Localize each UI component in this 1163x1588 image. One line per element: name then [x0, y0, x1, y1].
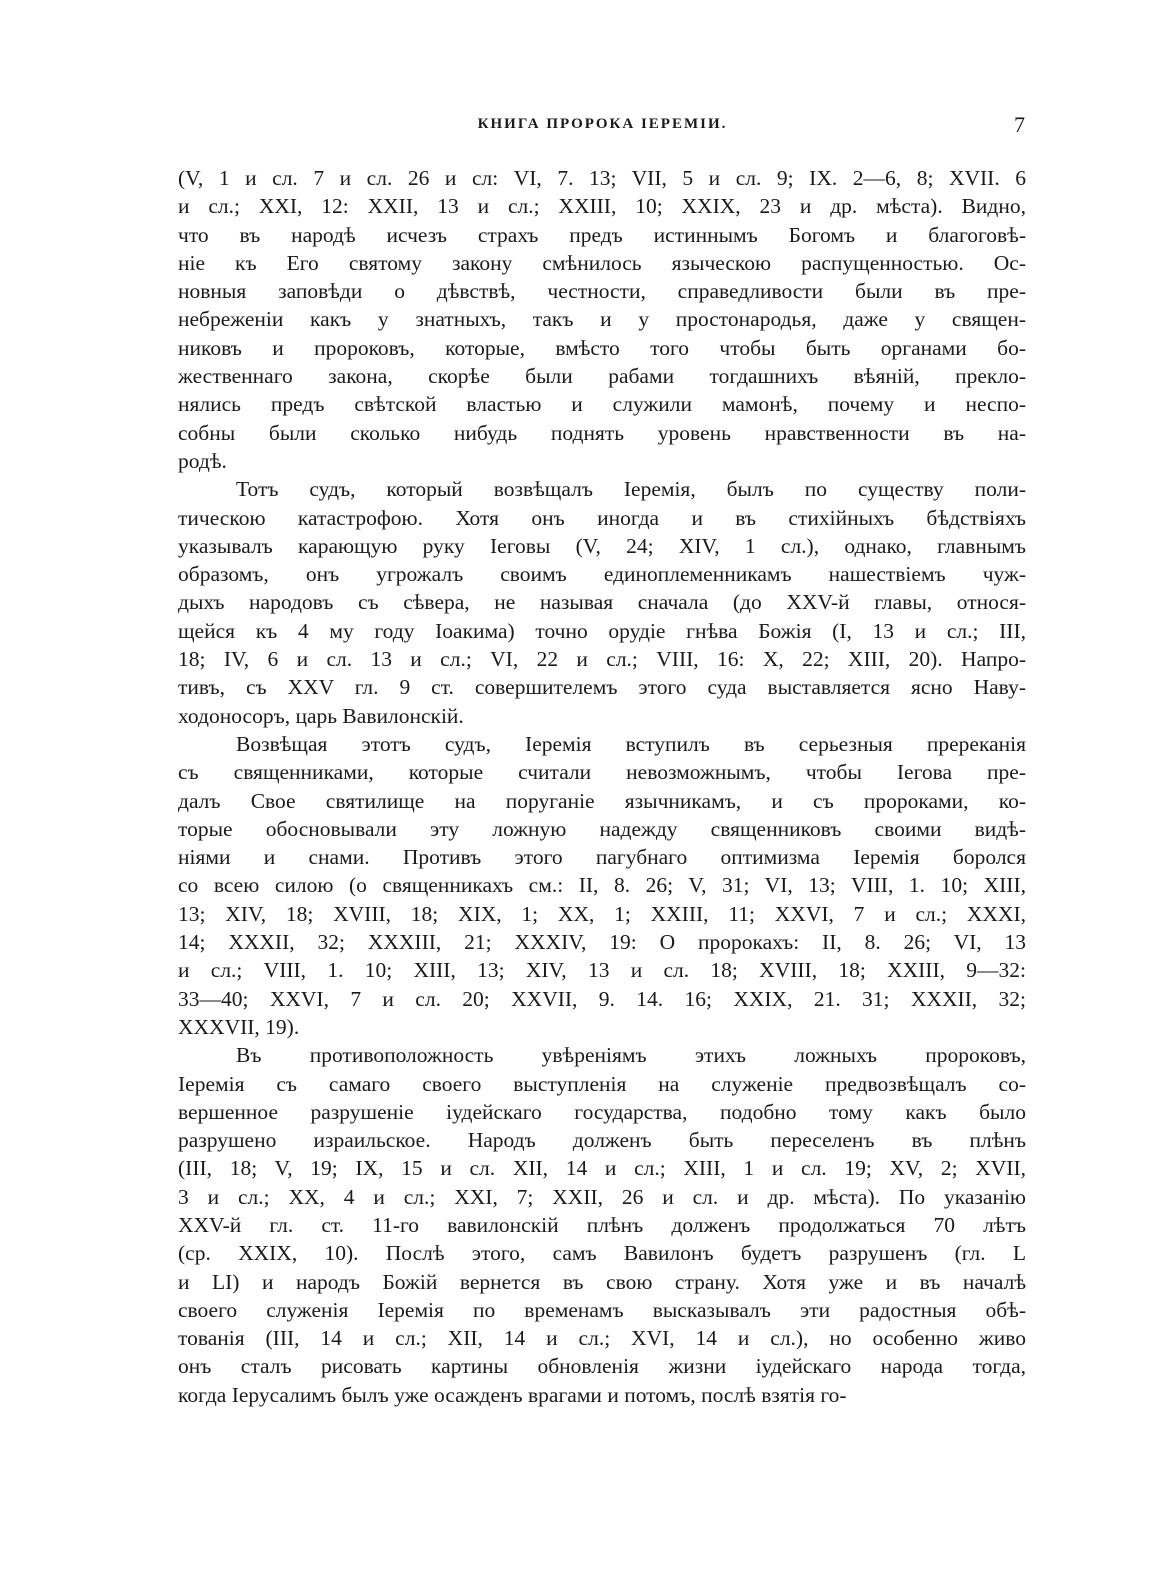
text-line: своего служенія Іеремія по временамъ высказывалъ эти радостныя обѣ- — [178, 1297, 1026, 1322]
text-line: и сл.; VIII, 1. 10; XIII, 13; XIV, 13 и сл. 18; XVIII, 18; XXIII, 9—32: — [178, 958, 1026, 983]
running-head — [180, 112, 1025, 140]
text-line: щейся къ 4 му году Іоакима) точно орудіе гнѣва Божія (I, 13 и сл.; III, — [178, 618, 1026, 643]
text-line: 18; IV, 6 и сл. 13 и сл.; VI, 22 и сл.; VIII, 16: X, 22; XIII, 20). Напро- — [178, 647, 1026, 672]
paragraph — [178, 730, 1026, 1041]
text-line: 3 и сл.; XX, 4 и сл.; XXI, 7; XXII, 26 и сл. и др. мѣста). По указанію — [178, 1184, 1026, 1209]
text-line: ніями и снами. Противъ этого пагубнаго оптимизма Іеремія боролся — [178, 845, 1026, 870]
text-line: нялись предъ свѣтской властью и служили мамонѣ, почему и неспо- — [178, 392, 1026, 417]
text-line: указывалъ карающую руку Іеговы (V, 24; XIV, 1 сл.), однако, главнымъ — [178, 533, 1026, 558]
text-line: никовъ и пророковъ, которые, вмѣсто того чтобы быть органами бо- — [178, 335, 1026, 360]
body-text — [178, 164, 1026, 1409]
text-line: ніе къ Его святому закону смѣнилось языческою распущенностью. Ос- — [178, 250, 1026, 275]
text-line: съ священниками, которые считали невозможнымъ, чтобы Іегова пре- — [178, 760, 1026, 785]
text-line: онъ сталъ рисовать картины обновленія жизни іудейскаго народа тогда, — [178, 1354, 1026, 1379]
text-line: XXV-й гл. ст. 11-го вавилонскій плѣнъ долженъ продолжаться 70 лѣтъ — [178, 1212, 1026, 1237]
text-line: когда Іерусалимъ былъ уже осажденъ врагами и потомъ, послѣ взятія го- — [178, 1382, 847, 1407]
text-line: со всею силою (о священникахъ см.: II, 8. 26; V, 31; VI, 13; VIII, 1. 10; XIII, — [178, 873, 1026, 898]
text-line: ходоносоръ, царь Вавилонскій. — [178, 703, 464, 728]
text-line: образомъ, онъ угрожалъ своимъ единоплеменникамъ нашествіемъ чуж- — [178, 562, 1026, 587]
text-line: далъ Свое святилище на поруганіе язычникамъ, и съ пророками, ко- — [178, 788, 1026, 813]
text-line: дыхъ народовъ съ сѣвера, не называя сначала (до XXV-й главы, относя- — [178, 590, 1026, 615]
text-line: тованія (III, 14 и сл.; XII, 14 и сл.; XVI, 14 и сл.), но особенно живо — [178, 1326, 1026, 1351]
text-line: жественнаго закона, скорѣе были рабами тогдашнихъ вѣяній, прекло- — [178, 364, 1026, 389]
paragraph — [178, 475, 1026, 730]
text-line: новныя заповѣди о дѣвствѣ, честности, справедливости были въ пре- — [178, 279, 1026, 304]
text-line: Въ противоположность увѣреніямъ этихъ ложныхъ пророковъ, — [236, 1043, 1026, 1068]
text-line: 14; XXXII, 32; XXXIII, 21; XXXIV, 19: О пророкахъ: II, 8. 26; VI, 13 — [178, 930, 1026, 955]
text-line: родѣ. — [178, 448, 227, 473]
text-line: торые обосновывали эту ложную надежду священниковъ своими видѣ- — [178, 816, 1026, 841]
text-line: и сл.; XXI, 12: XXII, 13 и сл.; XXIII, 10; XXIX, 23 и др. мѣста). Видно, — [178, 194, 1026, 219]
text-line: (III, 18; V, 19; IX, 15 и сл. XII, 14 и сл.; XIII, 1 и сл. 19; XV, 2; XVII, — [178, 1156, 1026, 1181]
text-line: Іеремія съ самаго своего выступленія на служеніе предвозвѣщалъ со- — [178, 1071, 1026, 1096]
text-line: тивъ, съ XXV гл. 9 ст. совершителемъ этого суда выставляется ясно Наву- — [178, 675, 1026, 700]
text-line: Тотъ судъ, который возвѣщалъ Іеремія, былъ по существу поли- — [236, 477, 1026, 502]
text-line: собны были сколько нибудь поднять уровень нравственности въ на- — [178, 420, 1026, 445]
text-line: 13; XIV, 18; XVIII, 18; XIX, 1; XX, 1; XXIII, 11; XXVI, 7 и сл.; XXXI, — [178, 901, 1026, 926]
text-line: и LI) и народъ Божій вернется въ свою страну. Хотя уже и въ началѣ — [178, 1269, 1026, 1294]
page-number: 7 — [1014, 112, 1025, 137]
text-line: что въ народѣ исчезъ страхъ предъ истиннымъ Богомъ и благоговѣ- — [178, 222, 1026, 247]
text-line: 33—40; XXVI, 7 и сл. 20; XXVII, 9. 14. 16; XXIX, 21. 31; XXXII, 32; — [178, 986, 1026, 1011]
text-line: разрушено израильское. Народъ долженъ быть переселенъ въ плѣнъ — [178, 1128, 1026, 1153]
text-line: небреженіи какъ у знатныхъ, такъ и у простонародья, даже у священ- — [178, 307, 1026, 332]
text-line: (ср. XXIX, 10). Послѣ этого, самъ Вавилонъ будетъ разрушенъ (гл. L — [178, 1241, 1026, 1266]
paragraph — [178, 164, 1026, 475]
text-line: XXXVII, 19). — [178, 1014, 300, 1039]
text-line: тическою катастрофою. Хотя онъ иногда и въ стихійныхъ бѣдствіяхъ — [178, 505, 1026, 530]
text-line: (V, 1 и сл. 7 и сл. 26 и сл: VI, 7. 13; VII, 5 и сл. 9; IX. 2—6, 8; XVII. 6 — [178, 166, 1026, 190]
text-line: вершенное разрушеніе іудейскаго государства, подобно тому какъ было — [178, 1099, 1026, 1124]
running-title: КНИГА ПРОРОКА ІЕРЕМІИ. — [477, 116, 728, 132]
text-line: Возвѣщая этотъ судъ, Іеремія вступилъ въ серьезныя пререканія — [236, 731, 1026, 756]
paragraph — [178, 1041, 1026, 1409]
